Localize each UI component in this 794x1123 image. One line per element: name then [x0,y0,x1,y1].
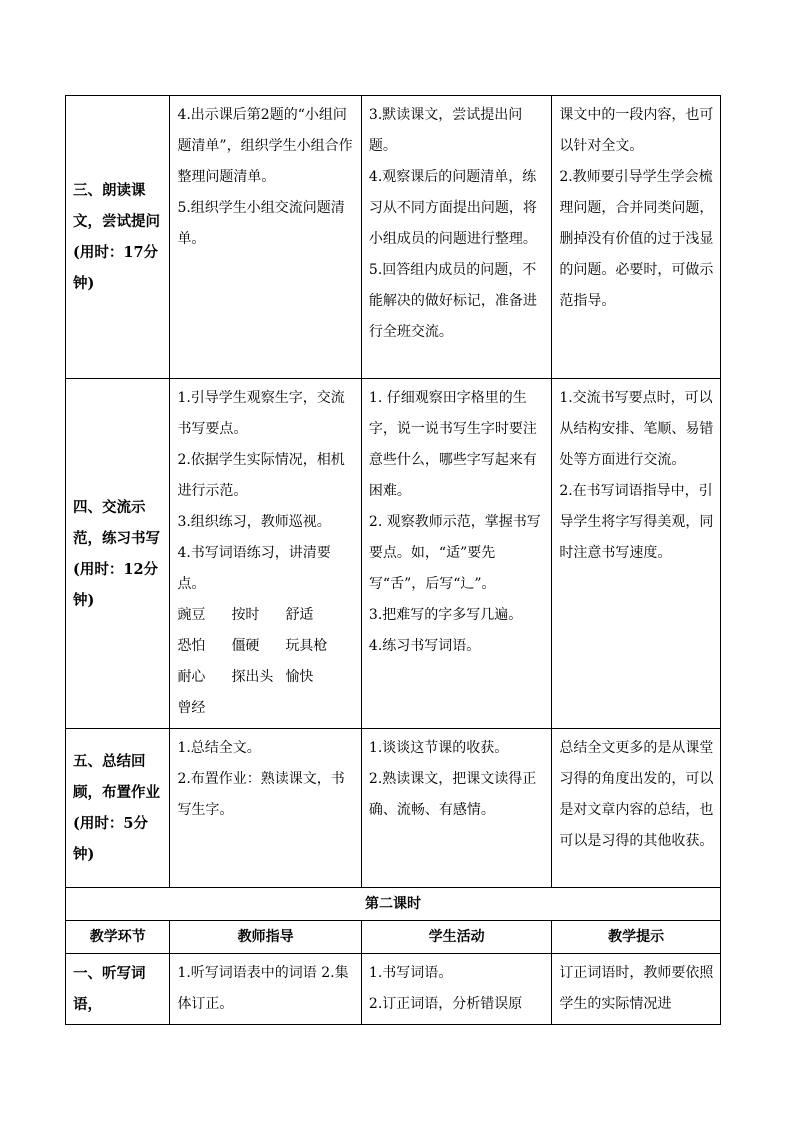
vocabulary-list [177,600,354,724]
teacher-item: 1.听写词语表中的词语 2.集体订正。 [177,965,349,1012]
tip-item: 总结全文更多的是从课堂习得的角度出发的，可以是对文章内容的总结，也可以是习得的其他收获。 [559,740,714,849]
vocabulary-word: 僵硬 [231,638,260,654]
student-activity-cell [361,96,551,379]
student-item: 5.回答组内成员的问题，不能解决的做好标记，准备进行全班交流。 [368,262,537,340]
tip-item: 2.教师要引导学生学会梳理问题，合并同类问题，删掉没有价值的过于浅显的问题。必要时，可做示范指导。 [559,169,714,309]
table-row-stage-5 [66,729,721,888]
teaching-tip-cell [552,96,721,379]
student-activity-cell [361,729,551,888]
student-activity-cell [361,379,551,729]
student-item: 2.订正词语，分析错误原 [368,996,523,1012]
student-item: 1. 仔细观察田字格里的生字，说一说书写生字时要注意些什么，哪些字写起来有困难。 [368,390,537,499]
stage-cell: 四、交流示范，练习书写(用时：12分钟) [66,379,170,729]
table-row-section-title [66,888,721,921]
teacher-item: 3.组织练习，教师巡视。 [177,514,331,530]
vocabulary-word: 愉快 [285,669,314,685]
tip-item: 订正词语时，教师要依照学生的实际情况进 [559,965,714,1012]
stage-cell: 三、朗读课文，尝试提问(用时：17分钟) [66,96,170,379]
student-activity-cell [361,954,551,1025]
teacher-item: 1.引导学生观察生字，交流书写要点。 [177,390,345,437]
stage-cell: 五、总结回顾，布置作业(用时：5分钟) [66,729,170,888]
student-item: 3.把难写的字多写几遍。 [368,607,523,623]
vocabulary-word: 玩具枪 [285,638,328,654]
tip-item: 课文中的一段内容，也可以针对全文。 [559,107,714,154]
lesson-plan-table [65,95,721,1025]
student-item: 4.练习书写词语。 [368,638,481,654]
table-header-row [66,921,721,954]
table-row-stage-4 [66,379,721,729]
column-header: 教学环节 [66,921,170,954]
tip-item: 1.交流书写要点时，可以从结构安排、笔顺、易错处等方面进行交流。 [559,390,714,468]
teacher-guidance-cell [170,96,361,379]
teacher-guidance-cell [170,729,361,888]
table-row-stage-3 [66,96,721,379]
student-item: 4.观察课后的问题清单，练习从不同方面提出问题，将小组成员的问题进行整理。 [368,169,537,247]
teacher-guidance-cell [170,954,361,1025]
stage-cell: 一、听写词语， [66,954,170,1025]
section-title: 第二课时 [66,888,721,921]
teaching-tip-cell [552,379,721,729]
teaching-tip-cell [552,729,721,888]
student-item: 2.熟读课文，把课文读得正确、流畅、有感情。 [368,771,537,818]
teacher-item: 4.出示课后第2题的“小组问题清单”，组织学生小组合作整理问题清单。 [177,107,353,185]
teacher-item: 4.书写词语练习，讲清要点。 [177,545,331,592]
student-item: 3.默读课文，尝试提出问题。 [368,107,523,154]
column-header: 学生活动 [361,921,551,954]
teacher-guidance-cell [170,379,361,729]
teaching-tip-cell [552,954,721,1025]
column-header: 教师指导 [170,921,361,954]
vocabulary-word: 曾经 [177,700,206,716]
teacher-item: 1.总结全文。 [177,740,261,756]
teacher-item: 5.组织学生小组交流问题清单。 [177,200,345,247]
vocabulary-word: 豌豆 [177,607,206,623]
tip-item: 2.在书写词语指导中，引导学生将字写得美观，同时注意书写速度。 [559,483,714,561]
vocabulary-word: 探出头 [231,669,274,685]
vocabulary-word: 恐怕 [177,638,206,654]
vocabulary-word: 舒适 [285,607,314,623]
student-item: 2. 观察教师示范，掌握书写要点。如，“适”要先写“舌”，后写“辶”。 [368,514,541,592]
table-row-stage-1 [66,954,721,1025]
student-item: 1.书写词语。 [368,965,453,981]
vocabulary-word: 耐心 [177,669,206,685]
teacher-item: 2.布置作业：熟读课文，书写生字。 [177,771,345,818]
vocabulary-word: 按时 [231,607,260,623]
column-header: 教学提示 [552,921,721,954]
teacher-item: 2.依据学生实际情况，相机进行示范。 [177,452,345,499]
student-item: 1.谈谈这节课的收获。 [368,740,509,756]
